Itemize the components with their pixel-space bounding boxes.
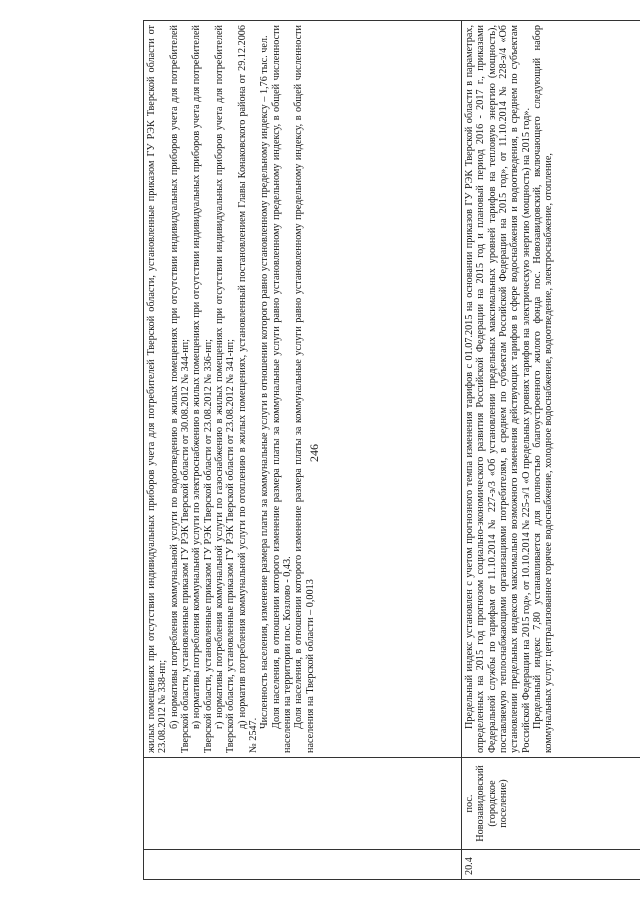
description-cell <box>462 21 640 758</box>
tariff-table <box>143 20 640 880</box>
table-row <box>144 21 462 880</box>
paragraph: жилых помещениях при отсутствии индивидуальных приборов учета для потребителей Тверской области, установленные приказом ГУ РЭК Тверской области от 23.08.2012 № 338-нп; <box>146 25 169 753</box>
description-cell <box>144 21 462 758</box>
paragraph: Численность населения, изменение размера платы за коммунальные услуги в отношении которого равно установленному предельному индексу – 1,76 тыс. чел. <box>259 35 271 729</box>
paragraph: Предельный индекс установлен с учетом прогнозного темпа изменения тарифов с 01.07.2015 на основании приказов ГУ РЭК Тверской области в параметрах, определенных на 2015 год прогнозом социально-экономического развития Российской Федерации на 2015 год и плановый период 2016 - 2017 г., приказами Федеральной службы по тарифам от 11.10.2014 № 227-э/3 «Об установлении предельных максимальных уровней тарифов на тепловую энергию (мощность), поставляемую теплоснабжающими организациями потребителям, в среднем по субъектам Российской Федерации на 2015 год», от 11.10.2014 № 228-э/4 «Об установлении предельных индексов максимально возможного изменения действующих тарифов в сфере водоснабжения и водоотведения, в среднем по субъектам Российской Федерации на 2015 год», от 10.10.2014 № 225-э/1 «О предельных уровнях тарифов на электрическую энергию (мощность) на 2015 год». <box>464 25 532 753</box>
paragraph: б) нормативы потребления коммунальной услуги по водоотведению в жилых помещениях при отсутствии индивидуальных приборов учета для потребителей Тверской области, установленные приказом ГУ РЭК Тверской области от 30.08.2012 № 344-нп; <box>168 25 192 753</box>
paragraph: г) нормативы потребления коммунальной услуги по газоснабжению в жилых помещениях при отсутствии индивидуальных приборов учета для потребителей Тверской области, установленные приказом ГУ РЭК Тверской области от 23.08.2012 № 341-нп; <box>214 25 237 753</box>
settlement-name-cell: пос. Новозавидовский (городское поселение) <box>462 758 640 850</box>
document-sheet <box>143 20 640 880</box>
paragraph: Доля населения, в отношении которого изменение размера платы за коммунальные услуги равно установленному предельному индексу, в общей численности населения на территории пос. Козлово - 0,43. <box>270 25 294 753</box>
paragraph: Предельный индекс 7,80 устанавливается для полностью благоустроенного жилого фонда пос. Новозавидовский, включающего следующий набор коммунальных услуг: централизованное горячее водоснабжение, холодное водоснабжение, водоотведение, электроснабжение, отопление, <box>532 25 555 753</box>
page-number: 246 <box>307 444 321 462</box>
row-number-cell <box>144 850 462 880</box>
paragraph: Доля населения, в отношении которого изменение размера платы за коммунальные услуги равно установленному предельному индексу, в общей численности населения на Тверской области – 0,0013 <box>293 25 316 753</box>
paragraph: д) норматив потребления коммунальной услуги по отоплению в жилых помещениях, установленный постановлением Главы Конаковского района от 29.12.2006 № 2547. <box>236 25 260 753</box>
row-number-cell: 20.4 <box>462 850 640 880</box>
settlement-name-cell <box>144 758 462 850</box>
paragraph: в) нормативы потребления коммунальной услуги по электроснабжению в жилых помещениях при отсутствии индивидуальных приборов учета для потребителей Тверской области, установленные приказом ГУ РЭК Тверской области от 23.08.2012 № 336-нп; <box>191 25 214 753</box>
table-row <box>462 21 640 880</box>
